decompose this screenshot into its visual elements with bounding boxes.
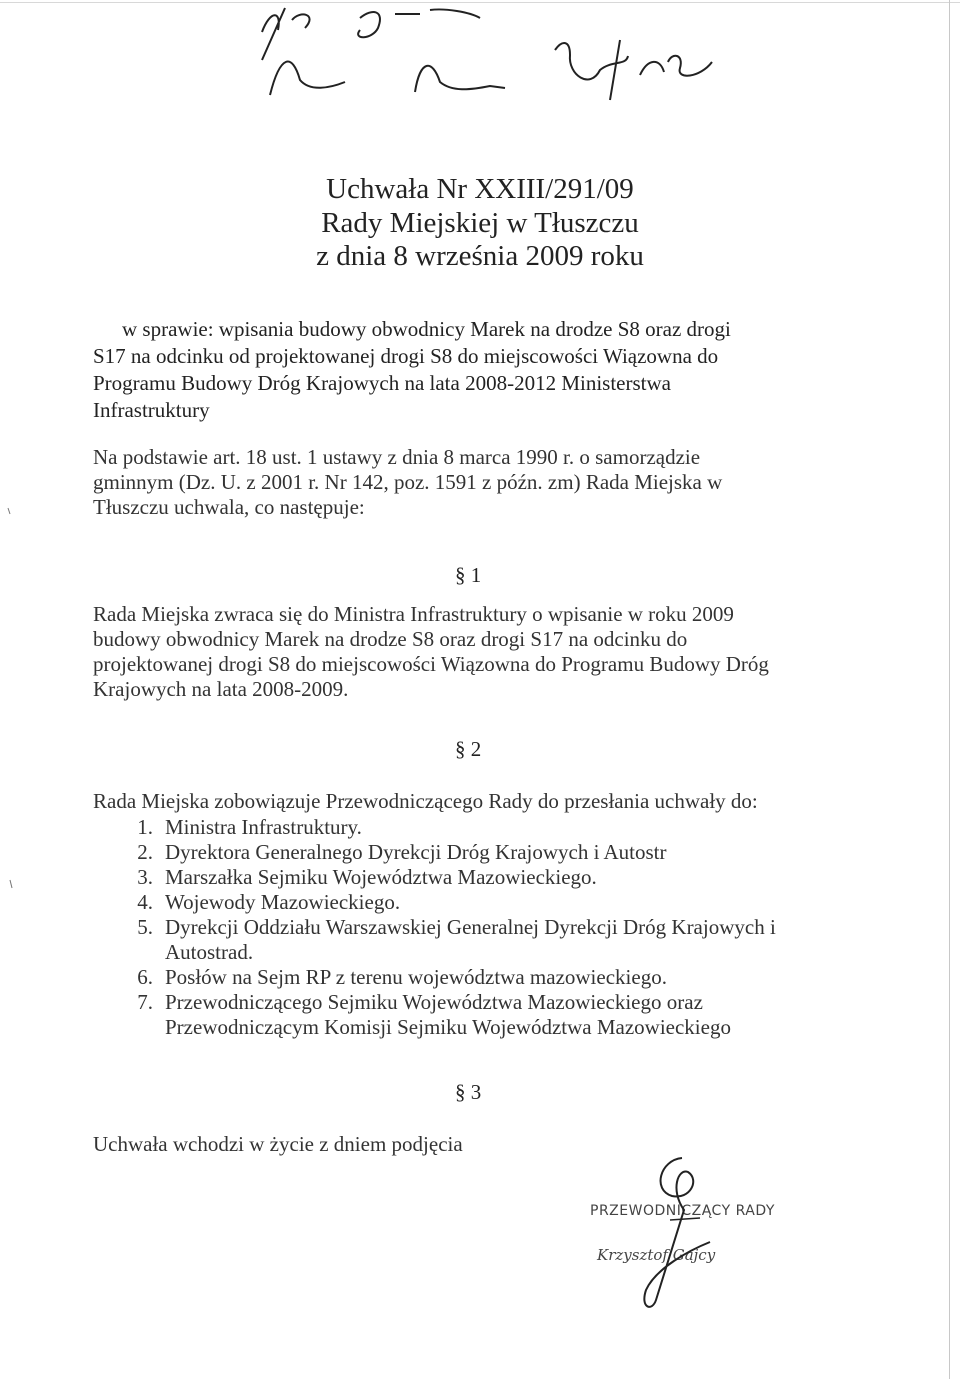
- section-1-line: projektowanej drogi S8 do miejscowości Wiązowna do Programu Budowy Dróg: [93, 652, 769, 676]
- list-item: 3. Marszałka Sejmiku Województwa Mazowieckiego.: [137, 865, 597, 889]
- list-item: 2. Dyrektora Generalnego Dyrekcji Dróg Krajowych i Autostr: [137, 840, 667, 864]
- recipients-list: [93, 815, 833, 1040]
- section-1-line: Krajowych na lata 2008-2009.: [93, 677, 349, 701]
- list-item: 1. Ministra Infrastruktury.: [137, 815, 362, 839]
- subject-line: w sprawie: wpisania budowy obwodnicy Marek na drodze S8 oraz drogi: [122, 317, 731, 341]
- list-item: 5. Dyrekcji Oddziału Warszawskiej Generalnej Dyrekcji Dróg Krajowych i Autostrad.: [137, 915, 776, 964]
- resolution-number: Uchwała Nr XXIII/291/09: [326, 173, 634, 205]
- section-1-line: budowy obwodnicy Marek na drodze S8 oraz drogi S17 na odcinku do: [93, 627, 688, 651]
- council-name: Rady Miejskiej w Tłuszczu: [321, 207, 639, 239]
- section-3-text: Uchwała wchodzi w życie z dniem podjęcia: [93, 1132, 463, 1156]
- section-2-intro: Rada Miejska zobowiązuje Przewodniczącego Rady do przesłania uchwały do:: [93, 789, 758, 813]
- list-item: 7. Przewodniczącego Sejmiku Województwa Mazowieckiego oraz Przewodniczącym Komisji Sejmiku Województwa Mazowieckiego: [137, 990, 731, 1039]
- list-item: 4. Wojewody Mazowieckiego.: [137, 890, 401, 914]
- chairman-stamp-name: Krzysztof Gajcy: [597, 1246, 716, 1264]
- resolution-subject: [93, 316, 833, 424]
- section-1-line: Rada Miejska zwraca się do Ministra Infrastruktury o wpisanie w roku 2009: [93, 602, 734, 626]
- legal-basis: [93, 445, 813, 520]
- basis-line: Na podstawie art. 18 ust. 1 ustawy z dnia 8 marca 1990 r. o samorządzie: [93, 445, 701, 469]
- subject-line: S17 na odcinku od projektowanej drogi S8 do miejscowości Wiązowna do: [93, 344, 719, 368]
- section-1-text: [93, 602, 813, 702]
- subject-line: Infrastruktury: [93, 398, 210, 422]
- resolution-date: z dnia 8 września 2009 roku: [316, 240, 644, 272]
- basis-line: gminnym (Dz. U. z 2001 r. Nr 142, poz. 1591 z późn. zm) Rada Miejska w: [93, 470, 723, 494]
- list-item: 6. Posłów na Sejm RP z terenu województwa mazowieckiego.: [137, 965, 667, 989]
- subject-line: Programu Budowy Dróg Krajowych na lata 2008-2012 Ministerstwa: [93, 371, 671, 395]
- handwritten-signature: [560, 1150, 760, 1320]
- section-1-heading: § 1: [455, 563, 482, 587]
- chairman-stamp-title: PRZEWODNICZĄCY RADY: [590, 1203, 775, 1219]
- scan-margin-marks: [0, 480, 60, 930]
- section-3-heading: § 3: [455, 1080, 482, 1104]
- basis-line: Tłuszczu uchwala, co następuje:: [93, 495, 365, 519]
- section-2-heading: § 2: [455, 737, 482, 761]
- handwritten-annotation-strokes: [0, 0, 960, 110]
